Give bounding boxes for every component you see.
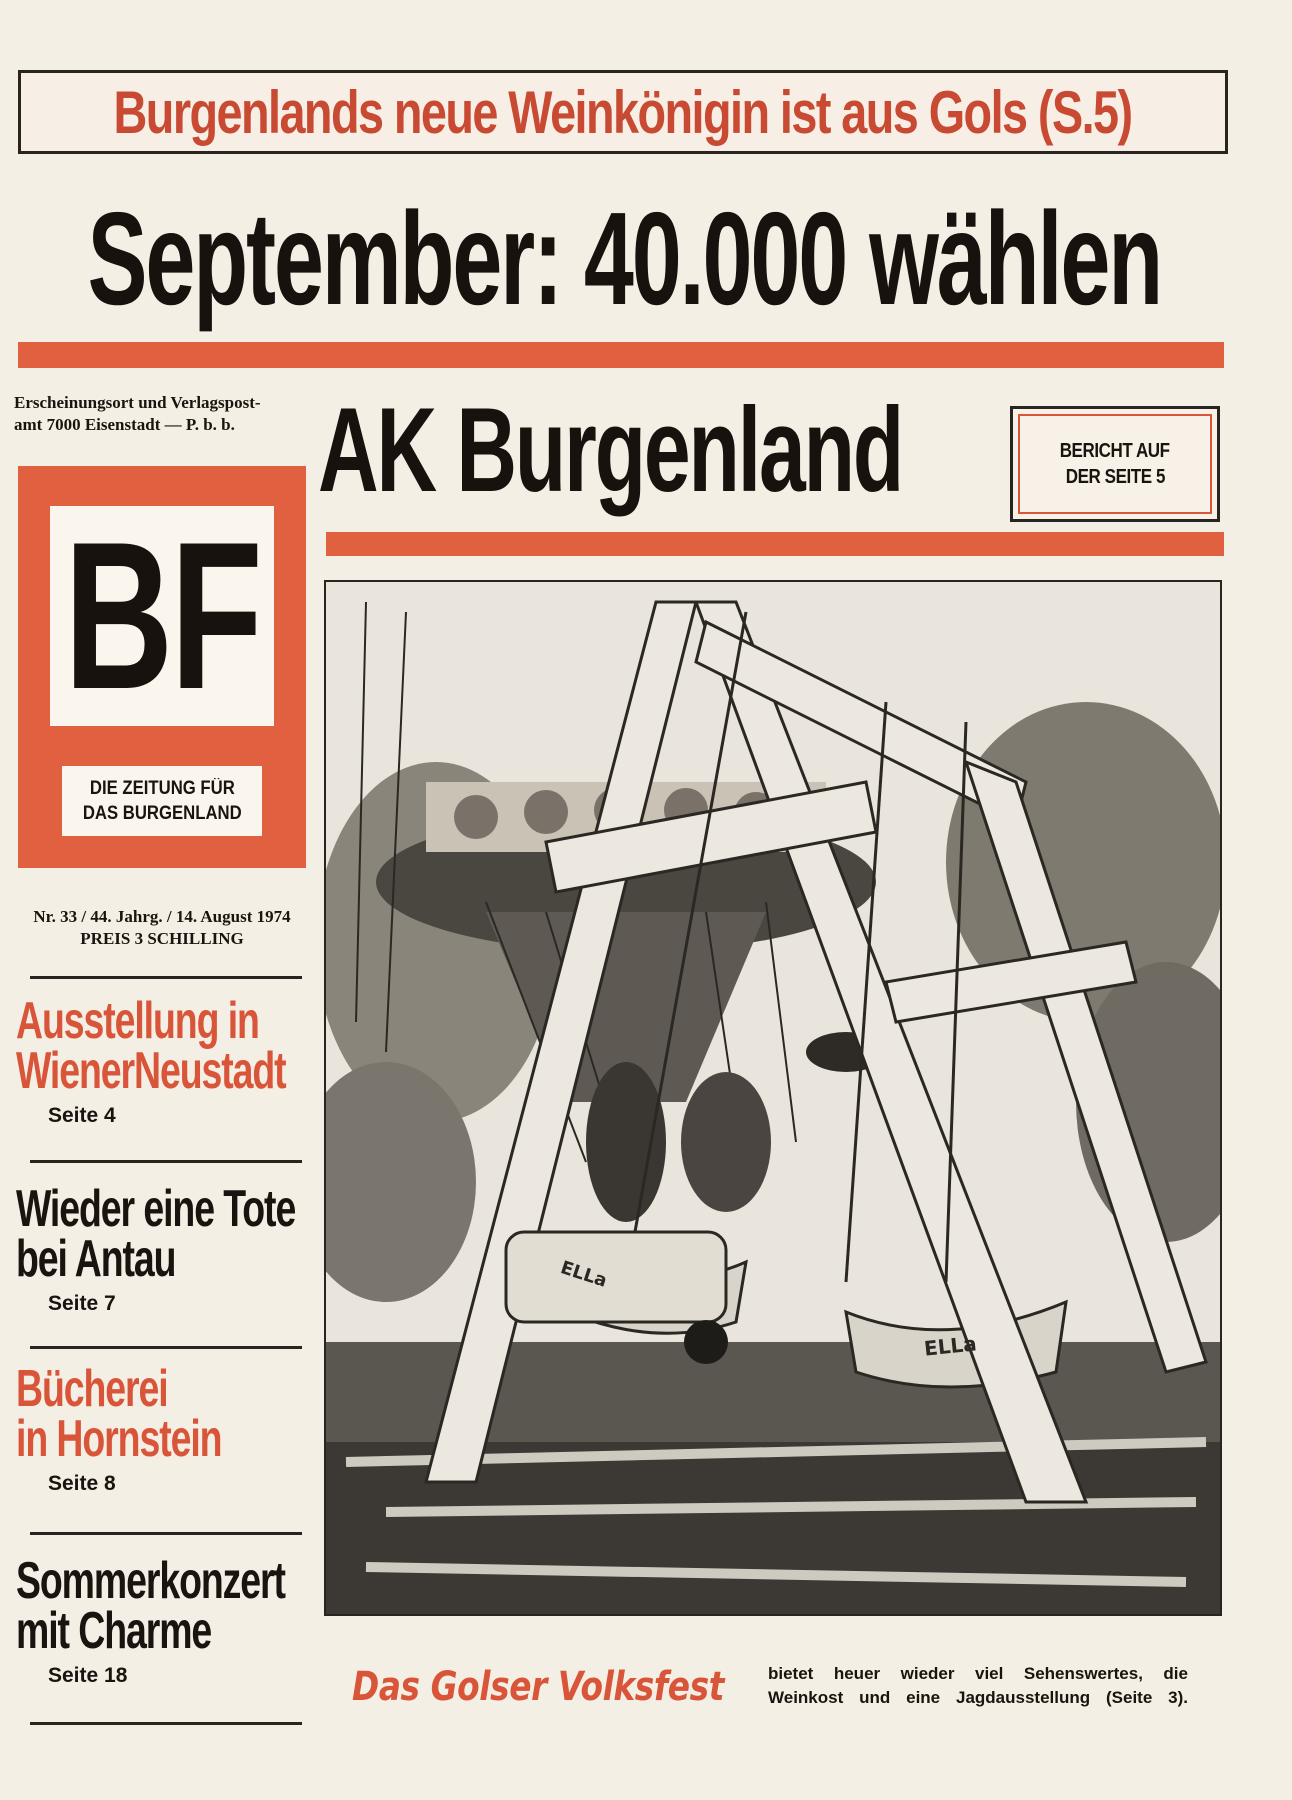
- teaser-page: Seite 7: [48, 1292, 116, 1315]
- logo-letter-panel: [50, 498, 274, 733]
- report-box-line2: DER SEITE 5: [1065, 466, 1165, 488]
- logo-tagline-line2: DAS BURGENLAND: [82, 803, 242, 824]
- subheadline-text: AK Burgenland: [318, 383, 903, 517]
- publication-info: [14, 392, 310, 436]
- fair-photo[interactable]: [324, 580, 1222, 1616]
- subheadline[interactable]: [318, 380, 998, 520]
- teaser-item[interactable]: [16, 992, 306, 1156]
- teaser-title-line2: WienerNeustadt: [16, 1042, 286, 1100]
- top-banner-text: Burgenlands neue Weinkönigin ist aus Gols (S.5): [114, 78, 1133, 146]
- teaser-page: Seite 18: [48, 1664, 128, 1687]
- top-banner[interactable]: [18, 70, 1228, 154]
- subheadline-underline-bar: [326, 532, 1224, 556]
- photo-caption-title: Das Golser Volksfest: [352, 1664, 724, 1710]
- teaser-title-line1: Ausstellung in: [16, 992, 259, 1050]
- teaser-title-line2: in Hornstein: [16, 1410, 222, 1468]
- teaser-title-line1: Bücherei: [16, 1360, 168, 1418]
- publication-info-line1: Erscheinungsort und Verlagspost-: [14, 393, 261, 412]
- teaser-page: Seite 8: [48, 1472, 116, 1495]
- newspaper-logo[interactable]: [18, 466, 306, 868]
- teaser-title-line2: bei Antau: [16, 1230, 176, 1288]
- teaser-divider: [30, 1160, 302, 1163]
- teaser-page: Seite 4: [48, 1104, 116, 1127]
- main-headline[interactable]: [14, 184, 1234, 332]
- publication-info-line2: amt 7000 Eisenstadt — P. b. b.: [14, 415, 235, 434]
- teaser-title-line2: mit Charme: [16, 1602, 212, 1660]
- teaser-divider: [30, 1722, 302, 1725]
- teaser-item[interactable]: [16, 1552, 306, 1716]
- teaser-item[interactable]: [16, 1180, 306, 1344]
- teaser-title-line1: Wieder eine Tote: [16, 1180, 296, 1238]
- teaser-item[interactable]: [16, 1360, 306, 1524]
- gondola-label: ELLa: [922, 1331, 978, 1361]
- teaser-divider: [30, 1532, 302, 1535]
- teaser-divider: [30, 976, 302, 979]
- issue-info: [14, 906, 310, 950]
- logo-letters: BF: [64, 498, 260, 733]
- report-reference-box[interactable]: [1010, 406, 1220, 522]
- headline-underline-bar: [18, 342, 1224, 368]
- report-box-line1: BERICHT AUF: [1060, 440, 1170, 462]
- teaser-divider: [30, 1346, 302, 1349]
- logo-tagline: [62, 766, 262, 836]
- logo-tagline-line1: DIE ZEITUNG FÜR: [89, 778, 235, 799]
- main-headline-text: September: 40.000 wählen: [87, 184, 1161, 332]
- gondola-label: ELLa: [557, 1257, 610, 1292]
- teaser-title-line1: Sommerkonzert: [16, 1552, 285, 1610]
- photo-caption-text: bietet heuer wieder viel Sehenswertes, die Weinkost und eine Jagdausstellung (Seite 3).: [768, 1664, 1188, 1707]
- issue-info-line1: Nr. 33 / 44. Jahrg. / 14. August 1974: [33, 907, 291, 926]
- carousel-illustration: [326, 582, 1220, 1614]
- issue-price: PREIS 3 SCHILLING: [80, 929, 244, 948]
